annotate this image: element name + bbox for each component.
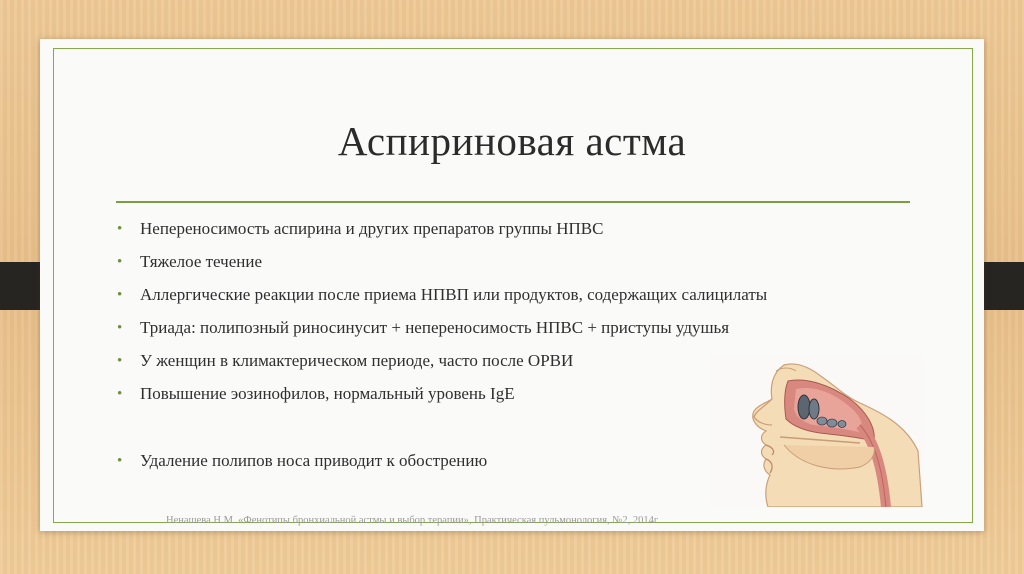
- bullet-marker: •: [117, 254, 123, 270]
- bullet-item: [114, 384, 767, 417]
- nasal-cavity-illustration-icon: [710, 355, 924, 507]
- source-citation: Ненашева Н.М. «Фенотипы бронхиальной астмы и выбор терапии», Практическая пульмонология, №2, 2014г: [166, 515, 659, 526]
- bullet-text: Аллергические реакции после приема НПВП или продуктов, содержащих салицилаты: [140, 285, 768, 304]
- bullet-list: [114, 219, 767, 484]
- bullet-item: [114, 252, 767, 285]
- slide-title: Аспириновая астма: [337, 118, 687, 164]
- bullet-text: Триада: полипозный риносинусит + непереносимость НПВС + приступы удушья: [140, 318, 730, 337]
- bullet-item: [114, 285, 767, 318]
- title-underline: [116, 201, 910, 203]
- bullet-text: Непереносимость аспирина и других препаратов группы НПВС: [140, 219, 604, 238]
- bullet-marker: •: [117, 221, 123, 237]
- bullet-marker: •: [117, 287, 123, 303]
- bullet-text: У женщин в климактерическом периоде, часто после ОРВИ: [140, 351, 574, 370]
- bullet-marker: •: [117, 320, 123, 336]
- slide: [40, 39, 984, 531]
- bullet-text: Удаление полипов носа приводит к обострению: [140, 451, 488, 470]
- bullet-item: [114, 351, 767, 384]
- bullet-item: [114, 451, 767, 484]
- nasal-cavity-svg: [710, 355, 924, 507]
- bullet-item: [114, 318, 767, 351]
- bullet-marker: •: [117, 386, 123, 402]
- bullet-item: [114, 219, 767, 252]
- bullet-text: Тяжелое течение: [140, 252, 262, 271]
- bullet-marker: •: [117, 353, 123, 369]
- bullet-text: Повышение эозинофилов, нормальный уровень IgE: [140, 384, 515, 403]
- bullet-marker: •: [117, 453, 123, 469]
